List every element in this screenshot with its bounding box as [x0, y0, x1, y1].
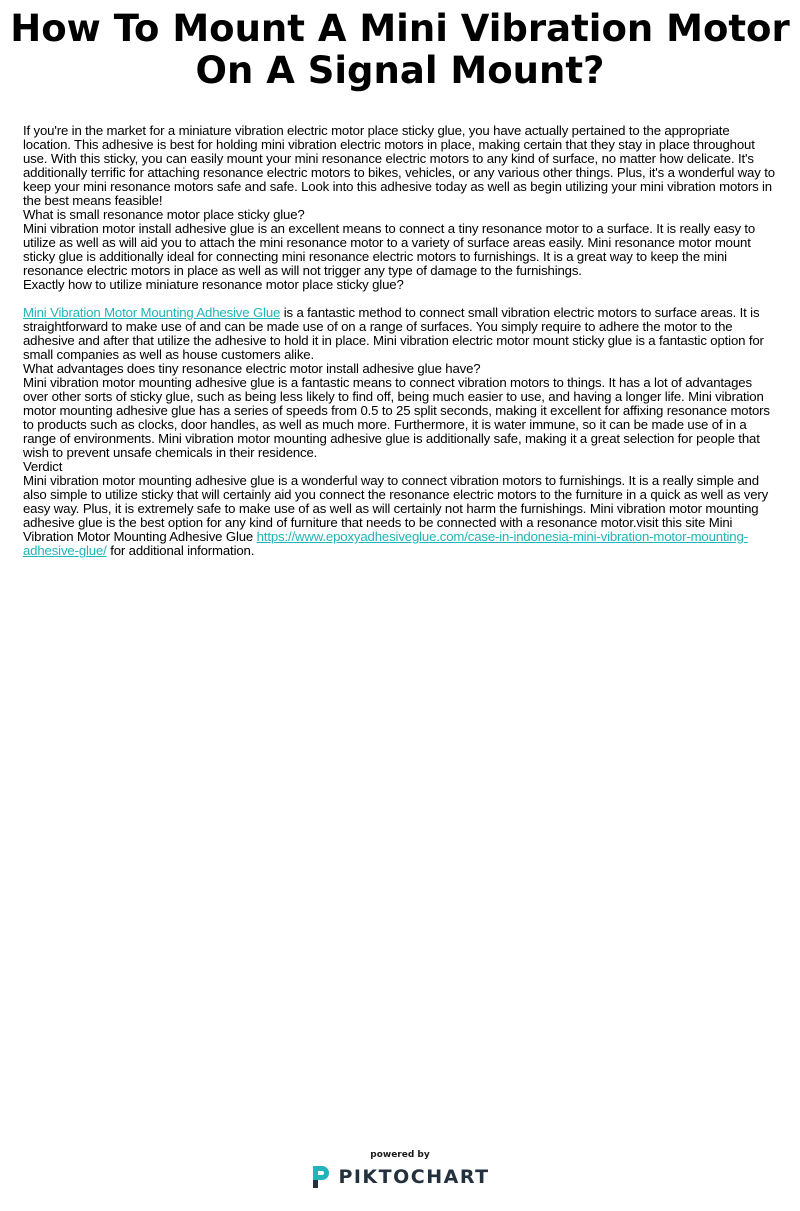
paragraph-spacer — [23, 292, 775, 306]
piktochart-brand-link[interactable] — [310, 1164, 489, 1190]
verdict-heading: Verdict — [23, 459, 63, 474]
footer — [0, 1150, 800, 1195]
verdict-paragraph — [23, 474, 775, 558]
usage-paragraph — [23, 306, 775, 362]
piktochart-logo-icon — [310, 1164, 332, 1190]
page-title: How To Mount A Mini Vibration Motor On A Signal Mount? — [10, 7, 790, 92]
advantages-paragraph: Mini vibration motor mounting adhesive glue is a fantastic means to connect vibration motors to things. It has a lot of advantages over other sorts of sticky glue, such as being less likely to find off, being much easier to use, and having a longer life. Mini vibration motor mounting adhesive glue has a series of speeds from 0.5 to 25 split seconds, making it excellent for affixing resonance motors to products such as clocks, door handles, as well as much more. Furthermore, it is water immune, so it can be made use of in a range of environments. Mini vibration motor mounting adhesive glue is additionally safe, making it a great selection for people that wish to prevent unsafe chemicals in their residence. — [23, 375, 770, 460]
advantages-heading: What advantages does tiny resonance electric motor install adhesive glue have? — [23, 361, 481, 376]
usage-text: is a fantastic method to connect small vibration electric motors to surface areas. It is straightforward to make use of and can be made use of on a range of surfaces. You simply require to adhere the motor to the adhesive and after that utilize the adhesive to hold it in place. Mini vibration electric motor mount sticky glue is a fantastic option for small companies as well as house customers alike. — [23, 305, 764, 362]
verdict-tail: for additional information. — [106, 543, 255, 558]
question-heading: What is small resonance motor place sticky glue? — [23, 207, 305, 222]
piktochart-brand-name: PIKTOCHART — [338, 1166, 490, 1188]
definition-paragraph: Mini vibration motor install adhesive glue is an excellent means to connect a tiny resonance motor to a surface. It is really easy to utilize as well as will aid you to attach the mini resonance motor to a variety of surface areas easily. Mini resonance motor mount sticky glue is additionally ideal for connecting mini resonance electric motors to furnishings. It is a great way to keep the mini resonance electric motors in place as well as will not trigger any type of damage to the furnishings. — [23, 221, 756, 278]
intro-paragraph: If you're in the market for a miniature vibration electric motor place sticky glue, you have actually pertained to the appropriate location. This adhesive is best for holding mini vibration electric motors in place, making certain that they stay in place throughout use. With this sticky, you can easily mount your mini resonance electric motors to any kind of surface, no matter how delicate. It's additionally terrific for attaching resonance electric motors to bikes, vehicles, or any various other things. Plus, it's a wonderful way to keep your mini resonance motors safe and safe. Look into this adhesive today as well as begin utilizing your mini vibration motors in the best means feasible! — [23, 123, 775, 208]
powered-by-label: powered by — [370, 1150, 430, 1160]
source-url-link[interactable]: https://www.epoxyadhesiveglue.com/case-in-indonesia-mini-vibration-motor-mounting-adhesive-glue/ — [23, 529, 748, 558]
verdict-text: Mini vibration motor mounting adhesive glue is a wonderful way to connect vibration motors to furnishings. It is a really simple and also simple to utilize sticky that will certainly aid you connect the resonance electric motors to the furniture in a quick as well as very easy way. Plus, it is extremely safe to make use of as well as will certainly not harm the furnishings. Mini vibration motor mounting adhesive glue is the best option for any kind of furniture that needs to be connected with a resonance motor.visit this site Mini Vibration Motor Mounting Adhesive Glue — [23, 473, 769, 544]
product-link[interactable]: Mini Vibration Motor Mounting Adhesive Glue — [23, 305, 281, 320]
article-body — [23, 124, 775, 558]
usage-heading: Exactly how to utilize miniature resonance motor place sticky glue? — [23, 277, 404, 292]
